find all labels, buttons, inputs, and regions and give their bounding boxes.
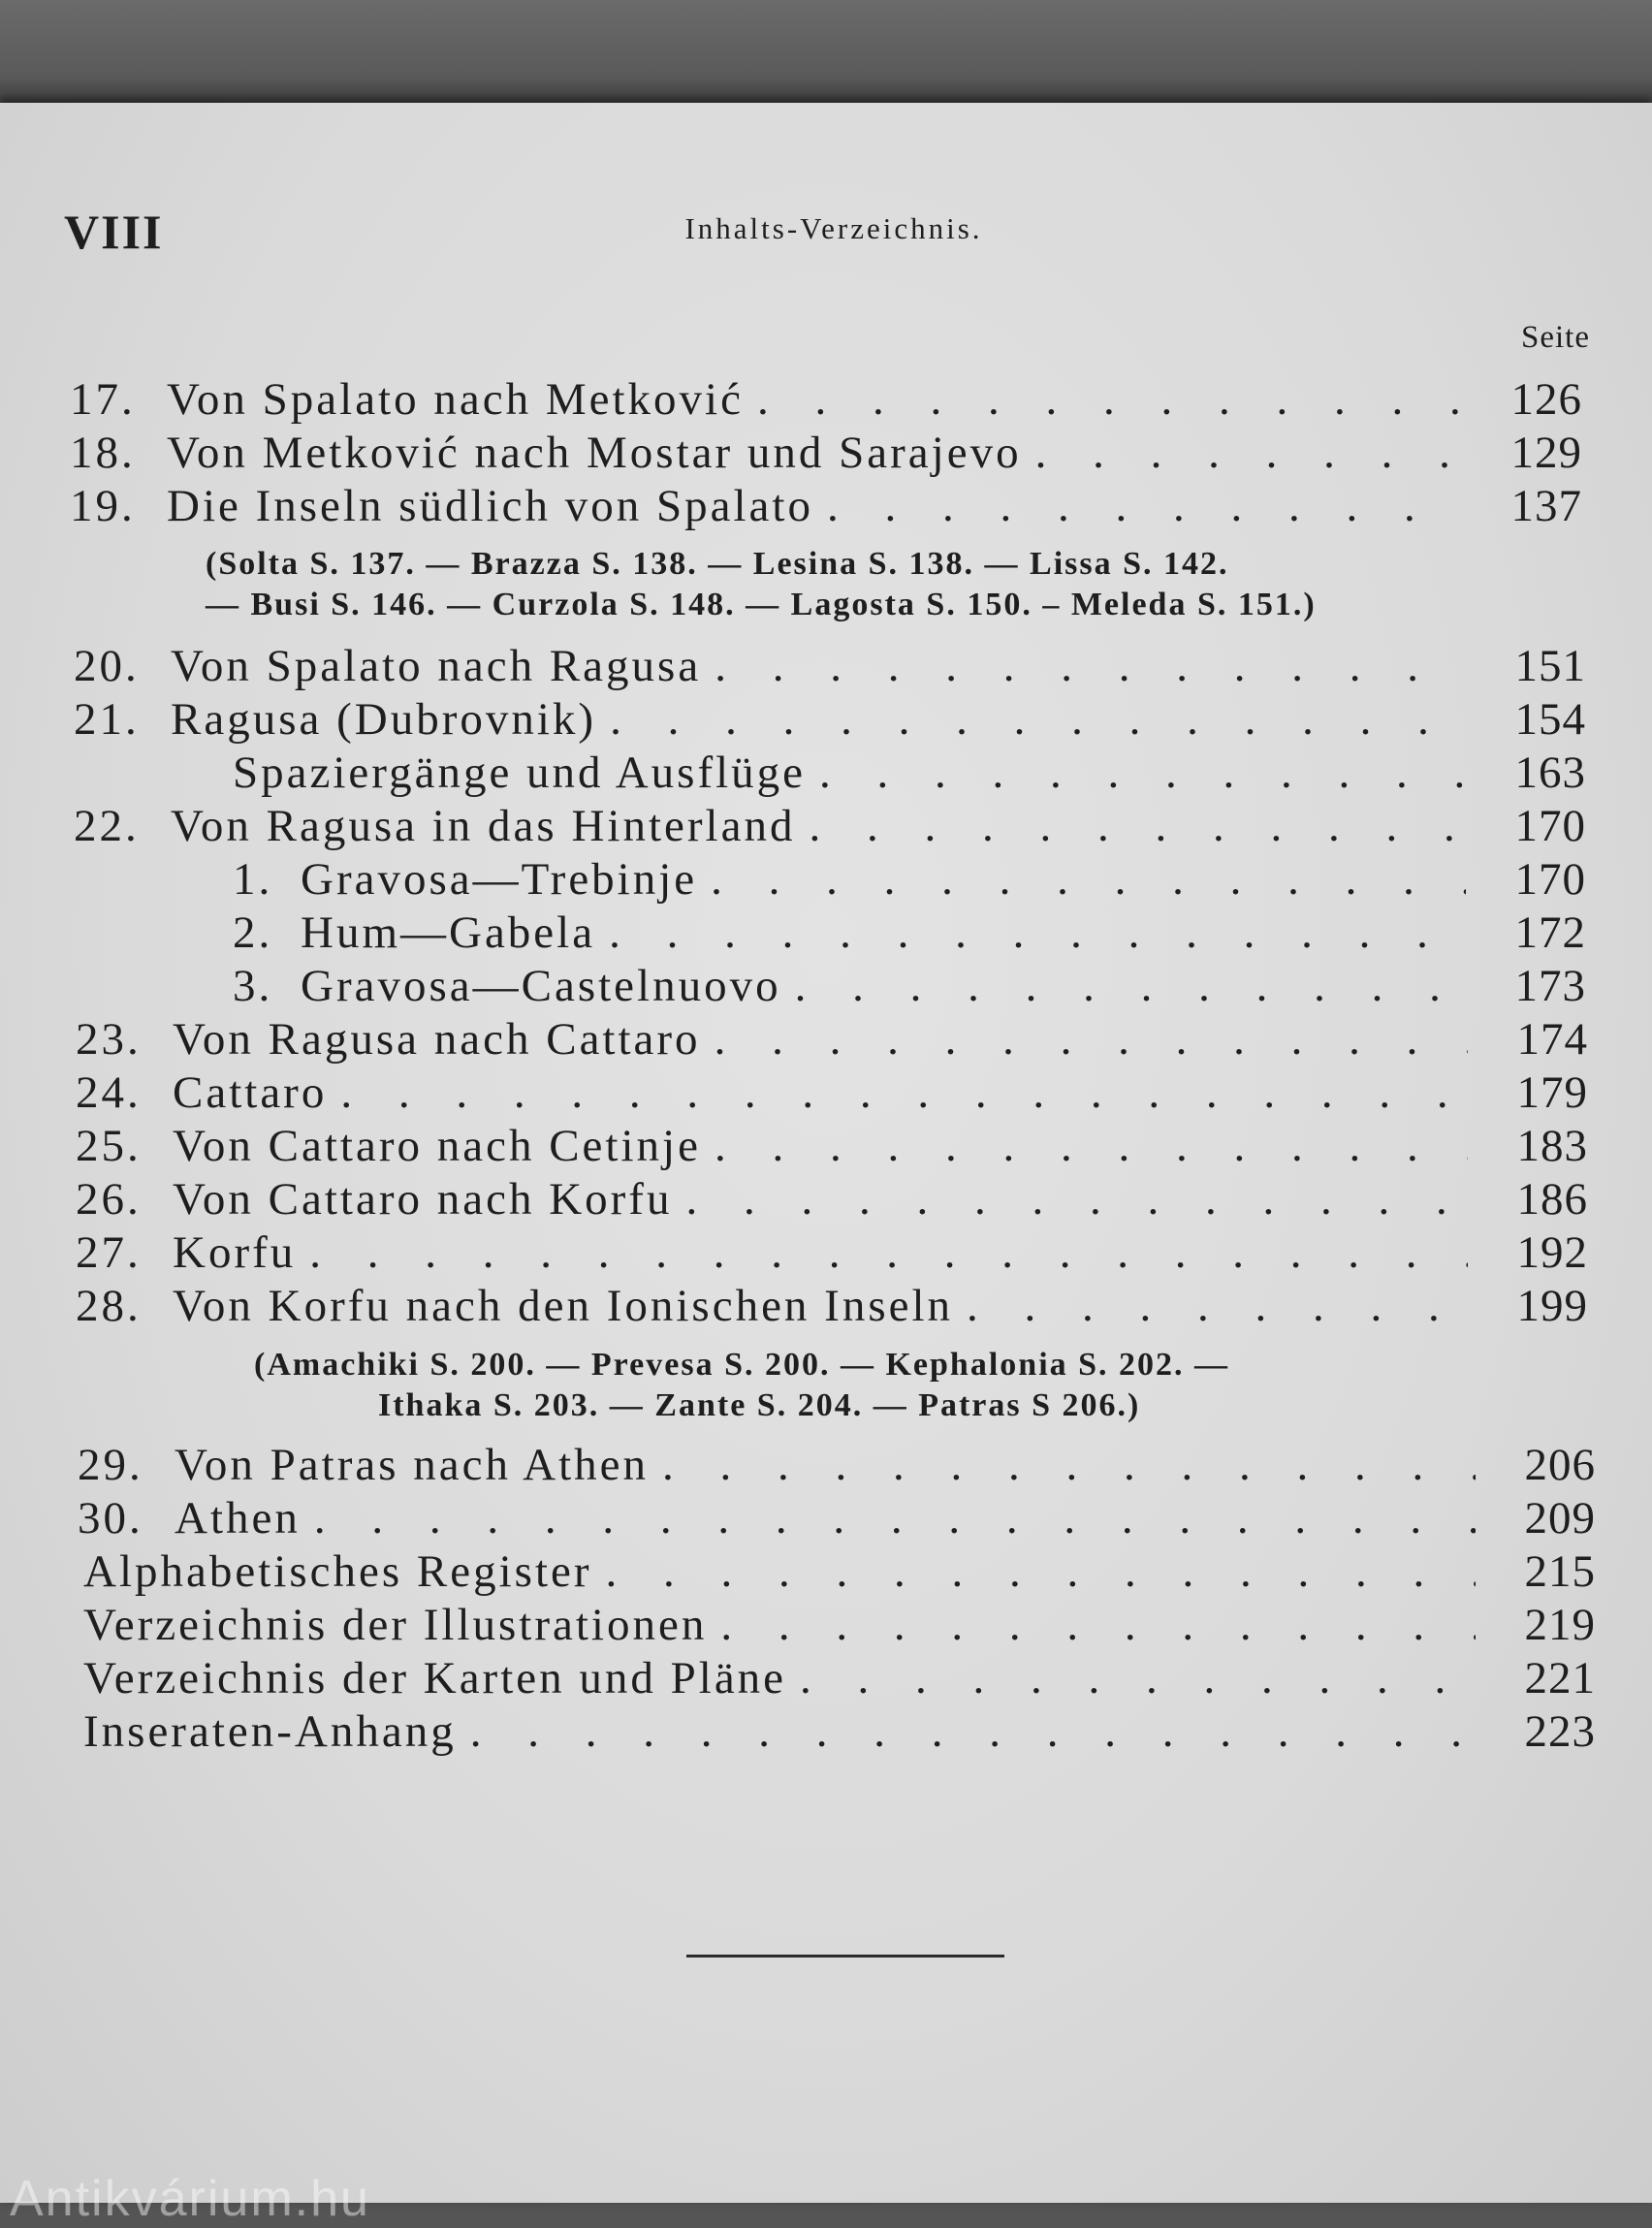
leader-dots [711, 851, 1466, 907]
toc-subentry [233, 745, 1586, 801]
leader-dots [809, 798, 1466, 854]
entry-page: 129 [1510, 428, 1582, 478]
entry-page: 154 [1514, 694, 1586, 745]
toc-entry [76, 1171, 1588, 1227]
entry-number: 21. [74, 694, 140, 745]
entry-title: Von Spalato nach Metković [167, 374, 744, 425]
entry-number: 28. [76, 1281, 142, 1331]
entry-number: 30. [78, 1493, 143, 1544]
leader-dots [685, 1171, 1468, 1227]
entry-title: Gravosa—Castelnuovo [301, 961, 781, 1011]
entry-page: 173 [1514, 961, 1586, 1011]
toc-entry [76, 1065, 1588, 1121]
entry-title: Die Inseln südlich von Spalato [167, 481, 813, 531]
entry-number: 1. [233, 854, 273, 905]
entry-page: 183 [1516, 1121, 1588, 1171]
entry-title: Verzeichnis der Illustrationen [83, 1600, 708, 1650]
entry-page: 163 [1514, 748, 1586, 798]
leader-dots [609, 905, 1466, 961]
entry-title: Athen [175, 1493, 301, 1544]
toc-entry [76, 1118, 1588, 1174]
toc-entry [74, 638, 1586, 694]
entry-number: 18. [70, 428, 136, 478]
toc-entry [76, 1011, 1588, 1067]
page-number: VIII [64, 205, 164, 259]
toc-entry [78, 1490, 1596, 1546]
leader-dots [606, 1544, 1476, 1600]
entry-page: 137 [1510, 481, 1582, 531]
leader-dots [819, 745, 1466, 801]
leader-dots [720, 1597, 1476, 1653]
entry-title: Verzeichnis der Karten und Pläne [83, 1653, 787, 1703]
entry-number: 26. [76, 1174, 142, 1225]
entry-number: 22. [74, 801, 140, 851]
leader-dots [1035, 425, 1462, 481]
entry-number: 27. [76, 1227, 142, 1278]
entry-page: 174 [1516, 1014, 1588, 1065]
toc-subentry [233, 851, 1586, 907]
toc-entry [78, 1437, 1596, 1493]
entry-page: 209 [1524, 1493, 1596, 1544]
toc-entry [76, 1225, 1588, 1281]
entry-page: 199 [1516, 1281, 1588, 1331]
leader-dots [795, 958, 1466, 1014]
entry-page: 126 [1510, 374, 1582, 425]
islands-note-line: (Solta S. 137. — Brazza S. 138. — Lesina S. 138. — Lissa S. 142. [206, 546, 1229, 582]
entry-title: Von Korfu nach den Ionischen Inseln [173, 1281, 954, 1331]
entry-page: 170 [1514, 801, 1586, 851]
entry-number: 19. [70, 481, 136, 531]
toc-entry [76, 1278, 1588, 1334]
ionian-note-line: Ithaka S. 203. — Zante S. 204. — Patras S 206.) [378, 1387, 1141, 1423]
entry-title: Hum—Gabela [301, 907, 596, 958]
toc-entry [70, 371, 1582, 428]
page-column-label: Seite [1521, 320, 1590, 355]
toc-subentry [233, 958, 1586, 1014]
toc-entry [70, 425, 1582, 481]
entry-number: 24. [76, 1067, 142, 1118]
leader-dots [967, 1278, 1468, 1334]
leader-dots [715, 638, 1466, 694]
toc-entry [83, 1650, 1596, 1706]
entry-page: 221 [1524, 1653, 1596, 1703]
entry-page: 215 [1524, 1546, 1596, 1597]
entry-number: 17. [70, 374, 136, 425]
toc-subentry [233, 905, 1586, 961]
toc-entry [74, 798, 1586, 854]
toc-entry [83, 1544, 1596, 1600]
islands-note-line: — Busi S. 146. — Curzola S. 148. — Lagosta S. 150. – Meleda S. 151.) [206, 587, 1317, 622]
entry-number: 23. [76, 1014, 142, 1065]
entry-page: 151 [1514, 641, 1586, 691]
leader-dots [757, 371, 1462, 428]
leader-dots [340, 1065, 1468, 1121]
entry-page: 179 [1516, 1067, 1588, 1118]
entry-page: 219 [1524, 1600, 1596, 1650]
entry-title: Von Metković nach Mostar und Sarajevo [167, 428, 1022, 478]
entry-page: 223 [1524, 1706, 1596, 1757]
entry-number: 25. [76, 1121, 142, 1171]
leader-dots [715, 1118, 1468, 1174]
end-rule [686, 1955, 1004, 1957]
entry-title: Alphabetisches Register [83, 1546, 592, 1597]
entry-page: 172 [1514, 907, 1586, 958]
entry-number: 3. [233, 961, 273, 1011]
entry-title: Ragusa (Dubrovnik) [171, 694, 597, 745]
watermark: Antikvárium.hu [10, 2171, 370, 2227]
entry-title: Von Spalato nach Ragusa [171, 641, 702, 691]
ionian-note-line: (Amachiki S. 200. — Prevesa S. 200. — Kephalonia S. 202. — [254, 1347, 1230, 1383]
entry-title: Von Cattaro nach Korfu [173, 1174, 673, 1225]
leader-dots [715, 1011, 1468, 1067]
entry-number: 20. [74, 641, 140, 691]
toc-entry [83, 1703, 1596, 1760]
entry-title: Von Patras nach Athen [175, 1440, 649, 1490]
entry-title: Inseraten-Anhang [83, 1706, 457, 1757]
entry-number: 29. [78, 1440, 143, 1490]
entry-title: Cattaro [173, 1067, 328, 1118]
entry-page: 192 [1516, 1227, 1588, 1278]
entry-title: Gravosa—Trebinje [301, 854, 698, 905]
entry-page: 170 [1514, 854, 1586, 905]
leader-dots [314, 1490, 1476, 1546]
leader-dots [800, 1650, 1476, 1706]
toc-entry [83, 1597, 1596, 1653]
entry-number: 2. [233, 907, 273, 958]
entry-title: Korfu [173, 1227, 297, 1278]
running-title: Inhalts-Verzeichnis. [684, 211, 983, 245]
leader-dots [309, 1225, 1468, 1281]
leader-dots [470, 1703, 1476, 1760]
toc-entry [74, 691, 1586, 748]
entry-title: Spaziergänge und Ausflüge [233, 748, 807, 798]
leader-dots [827, 478, 1462, 534]
entry-page: 186 [1516, 1174, 1588, 1225]
leader-dots [610, 691, 1466, 748]
toc-entry [70, 478, 1582, 534]
entry-title: Von Ragusa in das Hinterland [171, 801, 796, 851]
entry-title: Von Ragusa nach Cattaro [173, 1014, 701, 1065]
entry-page: 206 [1524, 1440, 1596, 1490]
leader-dots [662, 1437, 1476, 1493]
entry-title: Von Cattaro nach Cetinje [173, 1121, 701, 1171]
